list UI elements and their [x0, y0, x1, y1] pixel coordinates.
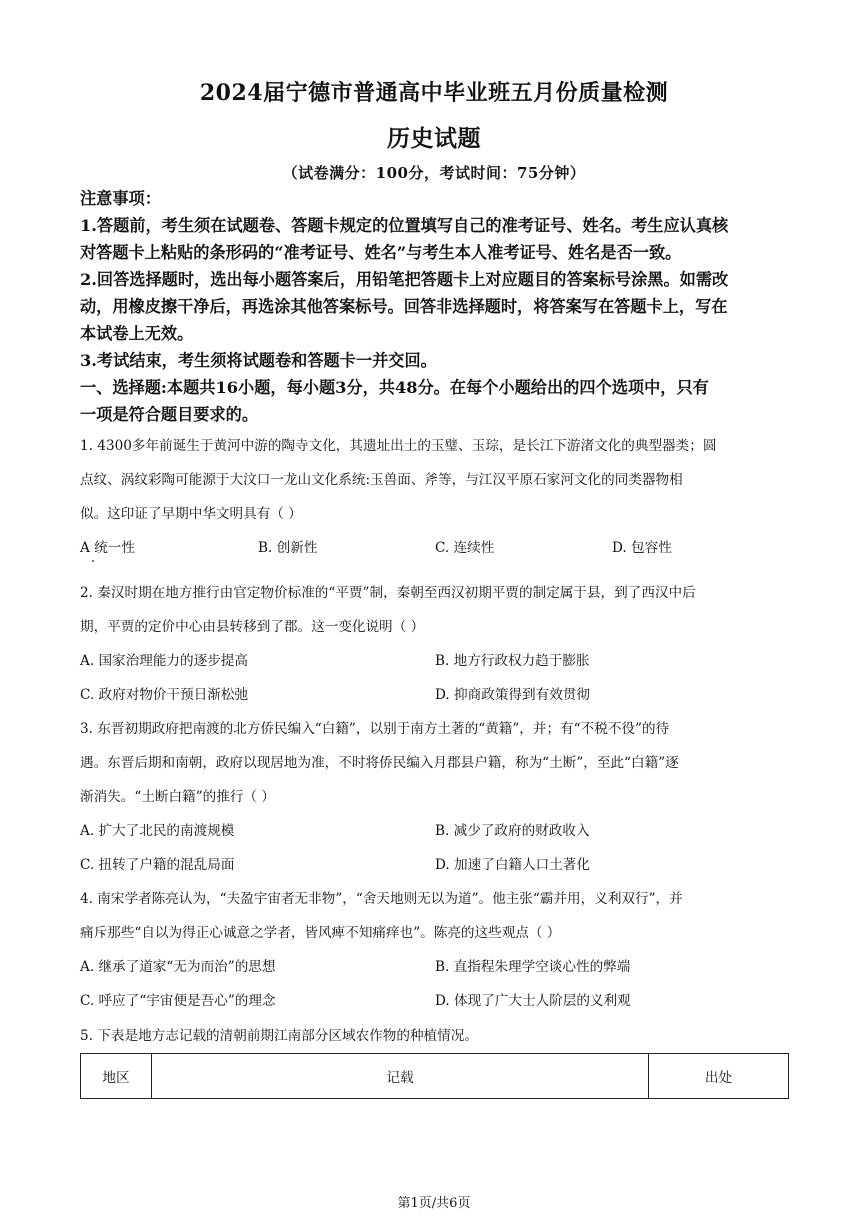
question-3-option-d: D. 加速了白籍人口土著化 — [435, 857, 590, 873]
question-3-text: 遇。东晋后期和南朝，政府以现居地为准，不时将侨民编入月郡县户籍，称为“土断”，至此“白籍”逐 — [80, 755, 679, 771]
table-header-record: 记载 — [152, 1054, 649, 1099]
question-3-text: 3. 东晋初期政府把南渡的北方侨民编入“白籍”，以别于南方土著的“黄籍”，并；有“不税不役”的待 — [80, 721, 670, 737]
question-2-option-a: A. 国家治理能力的逐步提高 — [80, 653, 248, 669]
question-1-text: 1. 4300多年前诞生于黄河中游的陶寺文化，其遗址出土的玉璧、玉琮，是长江下游渚文化的典型器类；圆 — [80, 438, 717, 454]
question-2-option-b: B. 地方行政权力趋于膨胀 — [435, 653, 590, 669]
question-4-option-b: B. 直指程朱理学空谈心性的弊端 — [435, 959, 631, 975]
exam-title: 2024届宁德市普通高中毕业班五月份质量检测 — [199, 80, 669, 106]
question-4-option-c: C. 呼应了“宇宙便是吾心”的理念 — [80, 993, 276, 1009]
question-1-option-d: D. 包容性 — [612, 540, 672, 556]
question-5-table — [80, 1053, 789, 1099]
question-2-option-d: D. 抑商政策得到有效贯彻 — [435, 687, 590, 703]
table-header-source: 出处 — [649, 1054, 789, 1099]
question-3-text: 渐消失。“土断白籍”的推行（ ） — [80, 789, 275, 805]
notes-line: 动，用橡皮擦干净后，再选涂其他答案标号。回答非选择题时，将答案写在答题卡上，写在 — [80, 297, 728, 316]
question-4-text: 痛斥那些“自以为得正心诚意之学者，皆风痺不知痛痒也”。陈亮的这些观点（ ） — [80, 925, 561, 941]
question-1-text: 点纹、涡纹彩陶可能源于大汶口一龙山文化系统:玉兽面、斧等，与江汉平原石家河文化的同类器物相 — [80, 472, 683, 488]
notes-line: 1.答题前，考生须在试题卷、答题卡规定的位置填写自己的准考证号、姓名。考生应认真核 — [80, 216, 729, 235]
question-5-text: 5. 下表是地方志记载的清朝前期江南部分区域农作物的种植情况。 — [80, 1028, 478, 1044]
subject-title: 历史试题 — [387, 125, 481, 152]
section-heading: 一、选择题:本题共16小题，每小题3分，共48分。在每个小题给出的四个选项中，只有 — [80, 378, 709, 397]
section-heading: 一项是符合题目要求的。 — [80, 405, 259, 424]
question-2-option-c: C. 政府对物价干预日渐松弛 — [80, 687, 249, 703]
question-1-option-a: A 统一性 — [80, 540, 135, 556]
exam-info: （试卷满分：100分，考试时间：75分钟） — [282, 164, 586, 182]
ink-dot — [92, 560, 94, 562]
question-2-text: 期，平贾的定价中心由县转移到了郡。这一变化说明（ ） — [80, 619, 425, 635]
question-1-option-c: C. 连续性 — [435, 540, 495, 556]
notes-line: 2.回答选择题时，选出每小题答案后，用铅笔把答题卡上对应题目的答案标号涂黑。如需改 — [80, 270, 729, 289]
question-1-option-b: B. 创新性 — [258, 540, 318, 556]
notes-line: 本试卷上无效。 — [80, 324, 194, 343]
question-3-option-c: C. 扭转了户籍的混乱局面 — [80, 857, 235, 873]
question-4-text: 4. 南宋学者陈亮认为，“夫盈宇宙者无非物”，“舍天地则无以为道”。他主张“霸并用，义利双行”，并 — [80, 891, 683, 907]
question-3-option-a: A. 扩大了北民的南渡规模 — [80, 823, 235, 839]
table-header-row — [81, 1054, 789, 1099]
question-4-option-a: A. 继承了道家“无为而治”的思想 — [80, 959, 276, 975]
question-3-option-b: B. 减少了政府的财政收入 — [435, 823, 590, 839]
question-4-option-d: D. 体现了广大士人阶层的义利观 — [435, 993, 631, 1009]
notes-heading: 注意事项： — [80, 189, 161, 208]
table-header-region: 地区 — [81, 1054, 152, 1099]
question-1-text: 似。这印证了早期中华文明具有（ ） — [80, 506, 302, 522]
question-2-text: 2. 秦汉时期在地方推行由官定物价标准的“平贾”制，秦朝至西汉初期平贾的制定属于县，到了西汉中后 — [80, 585, 696, 601]
notes-line: 对答题卡上粘贴的条形码的“准考证号、姓名”与考生本人准考证号、姓名是否一致。 — [80, 243, 682, 262]
notes-line: 3.考试结束，考生须将试题卷和答题卡一并交回。 — [80, 351, 437, 370]
page-footer: 第1页/共6页 — [397, 1196, 471, 1211]
